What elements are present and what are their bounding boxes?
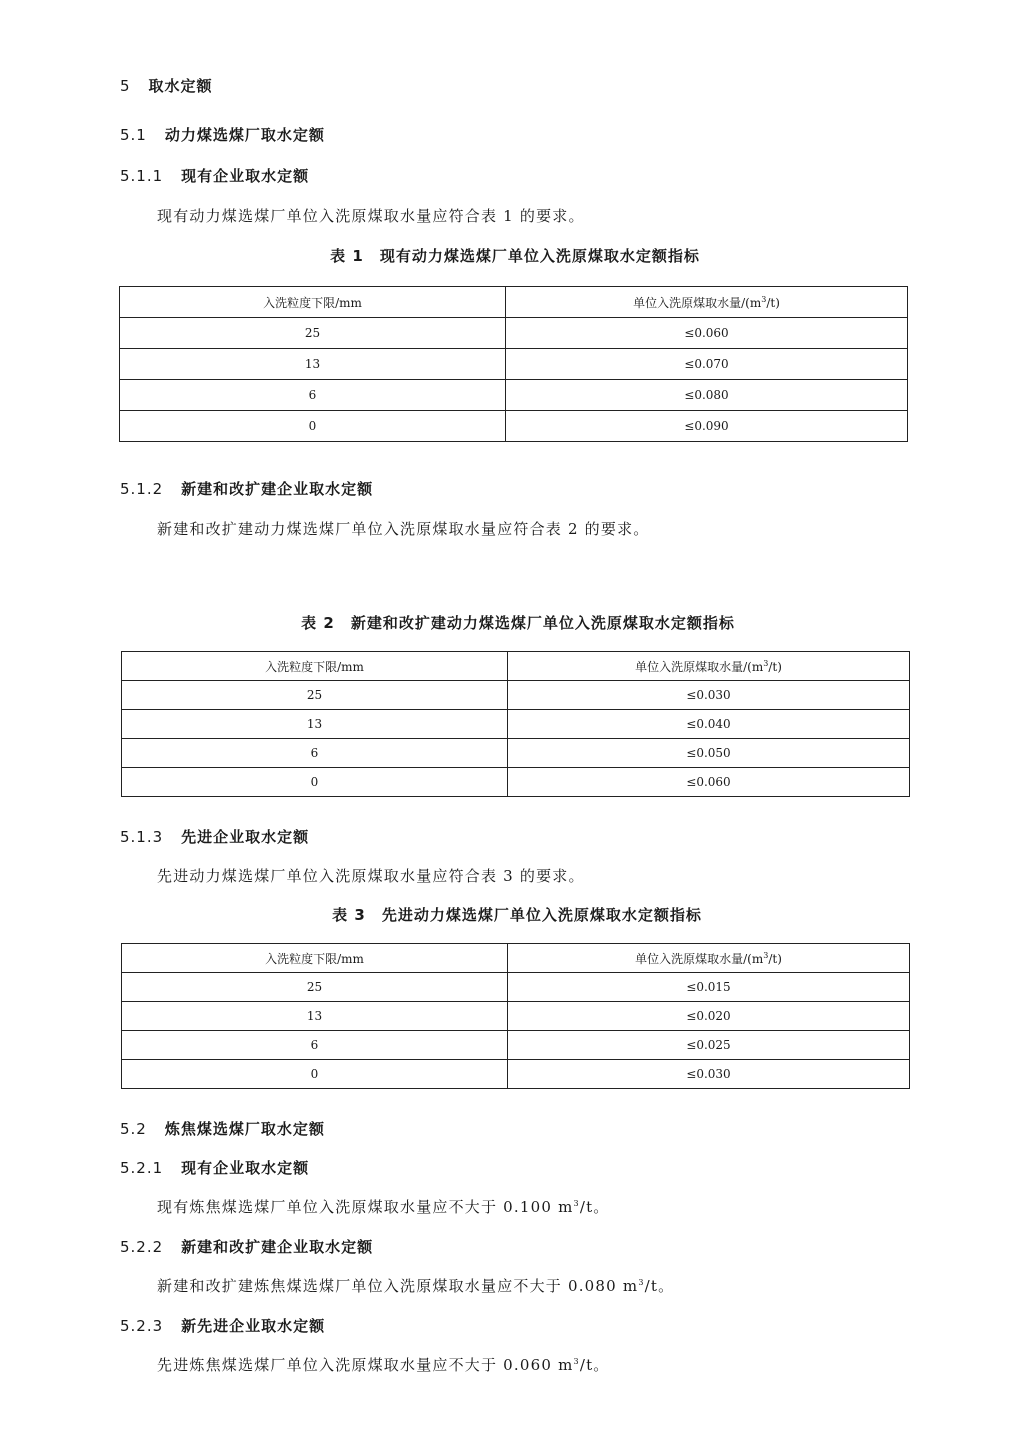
heading-number: 5.2.1 [120,1159,164,1177]
table-row [122,768,910,797]
table-header-row [120,287,908,318]
value-cell: ≤0.060 [506,318,908,349]
table-label: 表 3 [332,906,366,924]
table-2-caption [123,612,913,633]
size-cell: 25 [120,318,506,349]
heading-5-2-1 [120,1157,309,1178]
table-header-row [122,652,910,681]
table-row [122,681,910,710]
heading-5-2-2 [120,1236,373,1257]
size-cell: 13 [120,349,506,380]
heading-number: 5.1.1 [120,167,164,185]
size-cell: 25 [122,973,508,1002]
table-row [122,1002,910,1031]
heading-number: 5.2.3 [120,1317,164,1335]
value-cell: ≤0.050 [508,739,910,768]
table-row [122,1060,910,1089]
heading-title: 现有企业取水定额 [181,167,310,185]
heading-number: 5.1 [120,126,147,144]
table-label: 表 2 [301,614,335,632]
header-cell: 入洗粒度下限/mm [122,652,508,681]
value-cell: ≤0.070 [506,349,908,380]
table-1 [119,286,908,442]
table-3 [121,943,910,1089]
header-cell: 入洗粒度下限/mm [120,287,506,318]
heading-5-1 [120,124,325,145]
header-cell: 入洗粒度下限/mm [122,944,508,973]
value-cell: ≤0.060 [508,768,910,797]
value-cell: ≤0.080 [506,380,908,411]
size-cell: 13 [122,1002,508,1031]
table-row [120,349,908,380]
heading-title: 取水定额 [148,77,213,95]
size-cell: 6 [120,380,506,411]
paragraph-5-1-3: 先进动力煤选煤厂单位入洗原煤取水量应符合表 3 的要求。 [157,867,585,885]
table-row [122,739,910,768]
size-cell: 0 [122,1060,508,1089]
table-2 [121,651,910,797]
table-title: 现有动力煤选煤厂单位入洗原煤取水定额指标 [379,247,700,265]
value-cell: ≤0.020 [508,1002,910,1031]
paragraph-5-2-1: 现有炼焦煤选煤厂单位入洗原煤取水量应不大于 0.100 $m^3/t$。 [157,1198,610,1216]
heading-number: 5 [120,77,131,95]
value-cell: ≤0.090 [506,411,908,442]
heading-5-2 [120,1118,325,1139]
table-3-caption [122,904,912,925]
paragraph-5-2-2: 新建和改扩建炼焦煤选煤厂单位入洗原煤取水量应不大于 0.080 $m^3/t$。 [157,1277,675,1295]
value-cell: ≤0.030 [508,681,910,710]
table-row [120,318,908,349]
size-cell: 6 [122,1031,508,1060]
heading-title: 现有企业取水定额 [181,1159,310,1177]
table-row [122,710,910,739]
heading-number: 5.2 [120,1120,147,1138]
table-row [122,1031,910,1060]
heading-title: 新建和改扩建企业取水定额 [181,480,374,498]
header-cell: 单位入洗原煤取水量$/(m^3/t)$ [508,652,910,681]
heading-title: 炼焦煤选煤厂取水定额 [164,1120,325,1138]
table-header-row [122,944,910,973]
heading-5-1-1 [120,165,309,186]
heading-number: 5.1.2 [120,480,164,498]
heading-title: 动力煤选煤厂取水定额 [164,126,325,144]
heading-5-2-3 [120,1315,325,1336]
table-row [120,380,908,411]
value-cell: ≤0.015 [508,973,910,1002]
table-title: 先进动力煤选煤厂单位入洗原煤取水定额指标 [381,906,702,924]
paragraph-5-1-2: 新建和改扩建动力煤选煤厂单位入洗原煤取水量应符合表 2 的要求。 [157,520,650,538]
size-cell: 13 [122,710,508,739]
size-cell: 0 [122,768,508,797]
header-cell: 单位入洗原煤取水量$/(m^3/t)$ [506,287,908,318]
size-cell: 6 [122,739,508,768]
heading-number: 5.1.3 [120,828,164,846]
table-label: 表 1 [330,247,364,265]
heading-title: 先进企业取水定额 [181,828,310,846]
table-1-caption [120,245,910,266]
size-cell: 25 [122,681,508,710]
table-title: 新建和改扩建动力煤选煤厂单位入洗原煤取水定额指标 [350,614,735,632]
heading-5 [120,75,213,96]
value-cell: ≤0.025 [508,1031,910,1060]
table-row [120,411,908,442]
header-cell: 单位入洗原煤取水量$/(m^3/t)$ [508,944,910,973]
heading-5-1-3 [120,826,309,847]
heading-title: 新先进企业取水定额 [181,1317,326,1335]
heading-title: 新建和改扩建企业取水定额 [181,1238,374,1256]
paragraph-5-1-1: 现有动力煤选煤厂单位入洗原煤取水量应符合表 1 的要求。 [157,207,585,225]
table-row [122,973,910,1002]
value-cell: ≤0.040 [508,710,910,739]
heading-number: 5.2.2 [120,1238,164,1256]
value-cell: ≤0.030 [508,1060,910,1089]
heading-5-1-2 [120,478,373,499]
size-cell: 0 [120,411,506,442]
paragraph-5-2-3: 先进炼焦煤选煤厂单位入洗原煤取水量应不大于 0.060 $m^3/t$。 [157,1356,610,1374]
